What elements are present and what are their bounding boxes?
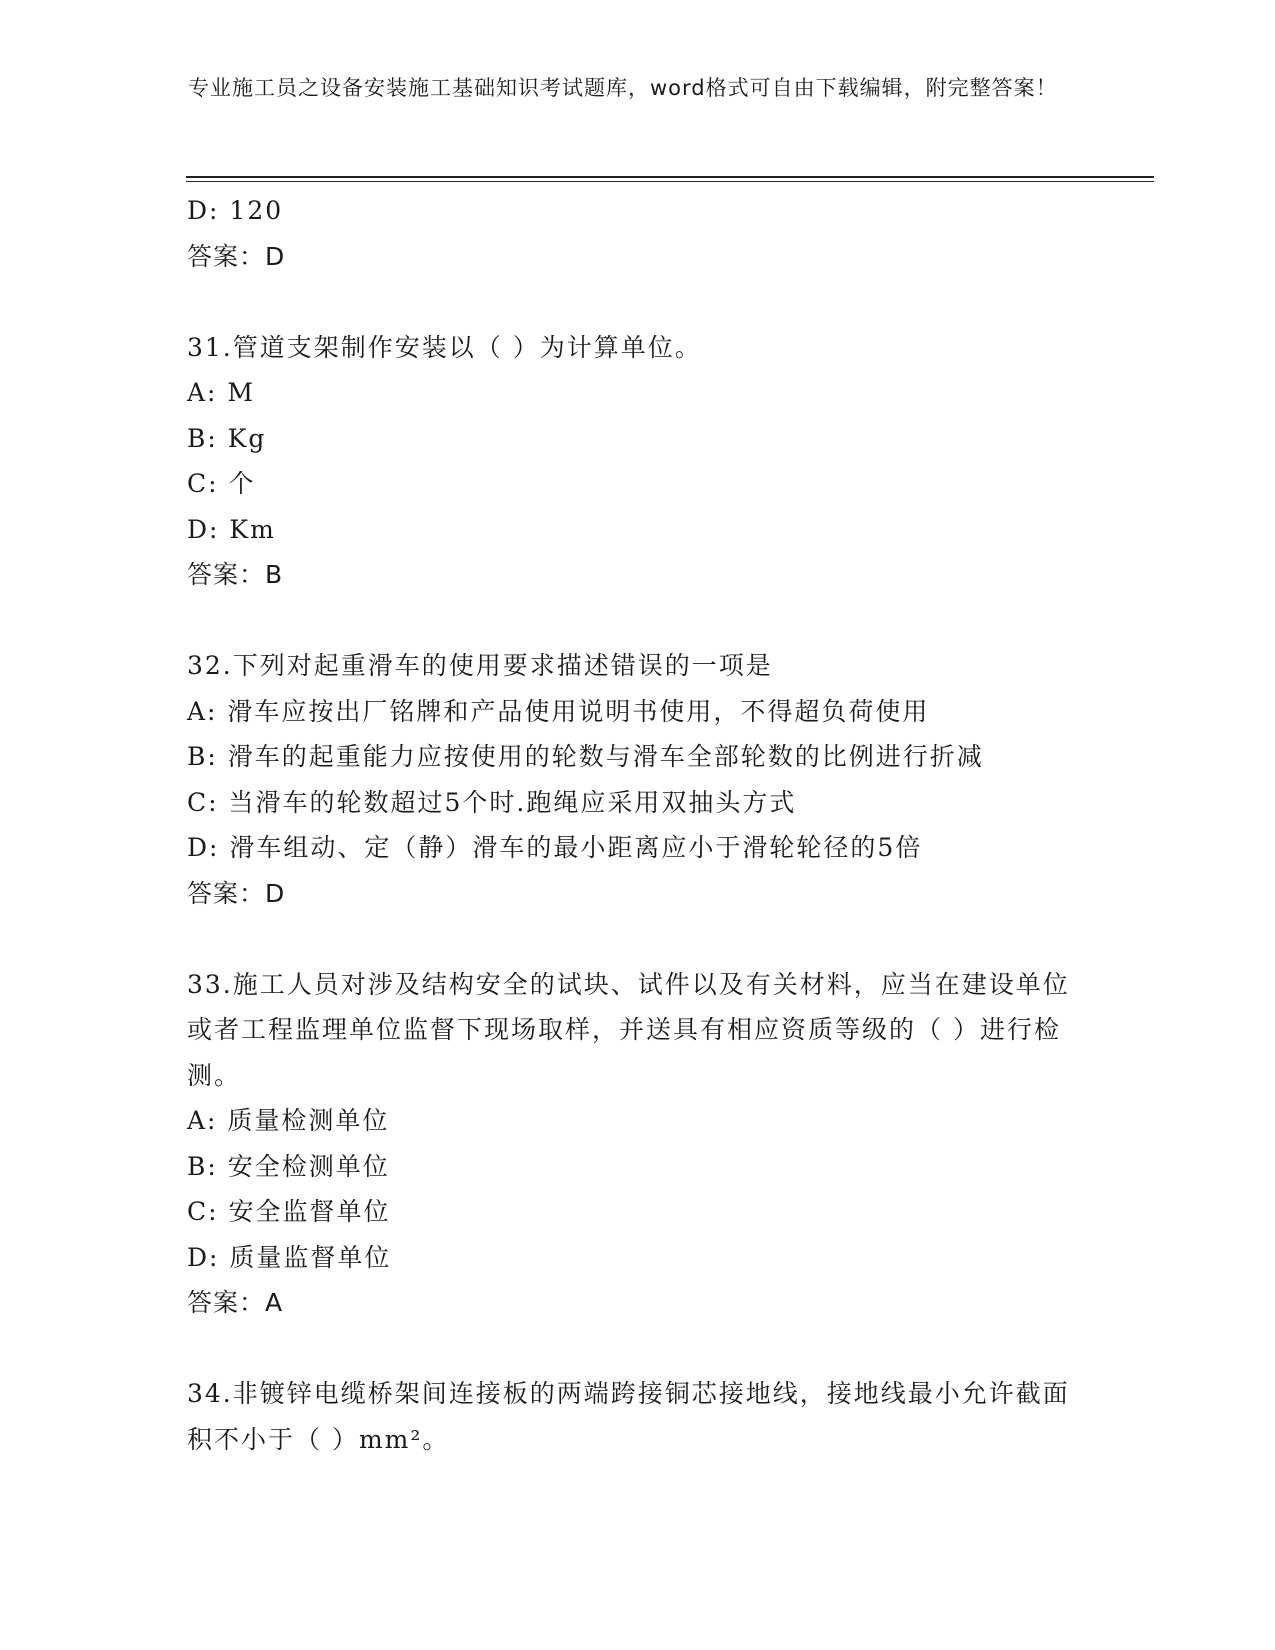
question-stem: 32.下列对起重滑车的使用要求描述错误的一项是 xyxy=(187,651,773,680)
option-c: C: 个 xyxy=(187,469,256,498)
header-text: 专业施工员之设备安装施工基础知识考试题库，word格式可自由下载编辑，附完整答案！ xyxy=(188,76,1058,100)
question-31 xyxy=(187,325,1087,598)
question-stem: 31.管道支架制作安装以（ ）为计算单位。 xyxy=(187,332,702,362)
option-b: B: 滑车的起重能力应按使用的轮数与滑车全部轮数的比例进行折减 xyxy=(187,742,984,771)
question-30-tail xyxy=(187,188,1087,279)
option-a: A: M xyxy=(187,378,256,407)
option-c: C: 当滑车的轮数超过5个时.跑绳应采用双抽头方式 xyxy=(187,787,797,817)
spacer xyxy=(187,916,1087,962)
document-header xyxy=(188,72,1068,104)
answer: 答案：A xyxy=(187,1288,284,1317)
spacer xyxy=(187,279,1087,325)
option-b: B: 安全检测单位 xyxy=(187,1151,390,1181)
question-34 xyxy=(187,1371,1087,1462)
header-divider-thin xyxy=(186,181,1154,182)
question-stem: 34.非镀锌电缆桥架间连接板的两端跨接铜芯接地线，接地线最小允许截面积不小于（ ）mm²。 xyxy=(187,1379,1070,1454)
option-d: D: Km xyxy=(187,514,276,544)
answer: 答案：D xyxy=(187,241,286,271)
option-a: A: 质量检测单位 xyxy=(187,1106,390,1135)
option-a: A: 滑车应按出厂铭牌和产品使用说明书使用，不得超负荷使用 xyxy=(187,696,930,726)
option-d: D: 120 xyxy=(187,196,284,225)
question-stem: 33.施工人员对涉及结构安全的试块、试件以及有关材料，应当在建设单位或者工程监理单位监督下现场取样，并送具有相应资质等级的（ ）进行检测。 xyxy=(187,969,1070,1090)
header-divider-thick xyxy=(186,176,1154,178)
answer: 答案：B xyxy=(187,560,284,589)
question-list xyxy=(187,188,1087,1462)
spacer xyxy=(187,598,1087,644)
option-b: B: Kg xyxy=(187,423,267,453)
answer: 答案：D xyxy=(187,878,286,908)
question-32 xyxy=(187,643,1087,916)
spacer xyxy=(187,1326,1087,1372)
question-33 xyxy=(187,962,1087,1326)
option-d: D: 质量监督单位 xyxy=(187,1242,392,1272)
option-c: C: 安全监督单位 xyxy=(187,1197,391,1226)
option-d: D: 滑车组动、定（静）滑车的最小距离应小于滑轮轮径的5倍 xyxy=(187,833,923,862)
